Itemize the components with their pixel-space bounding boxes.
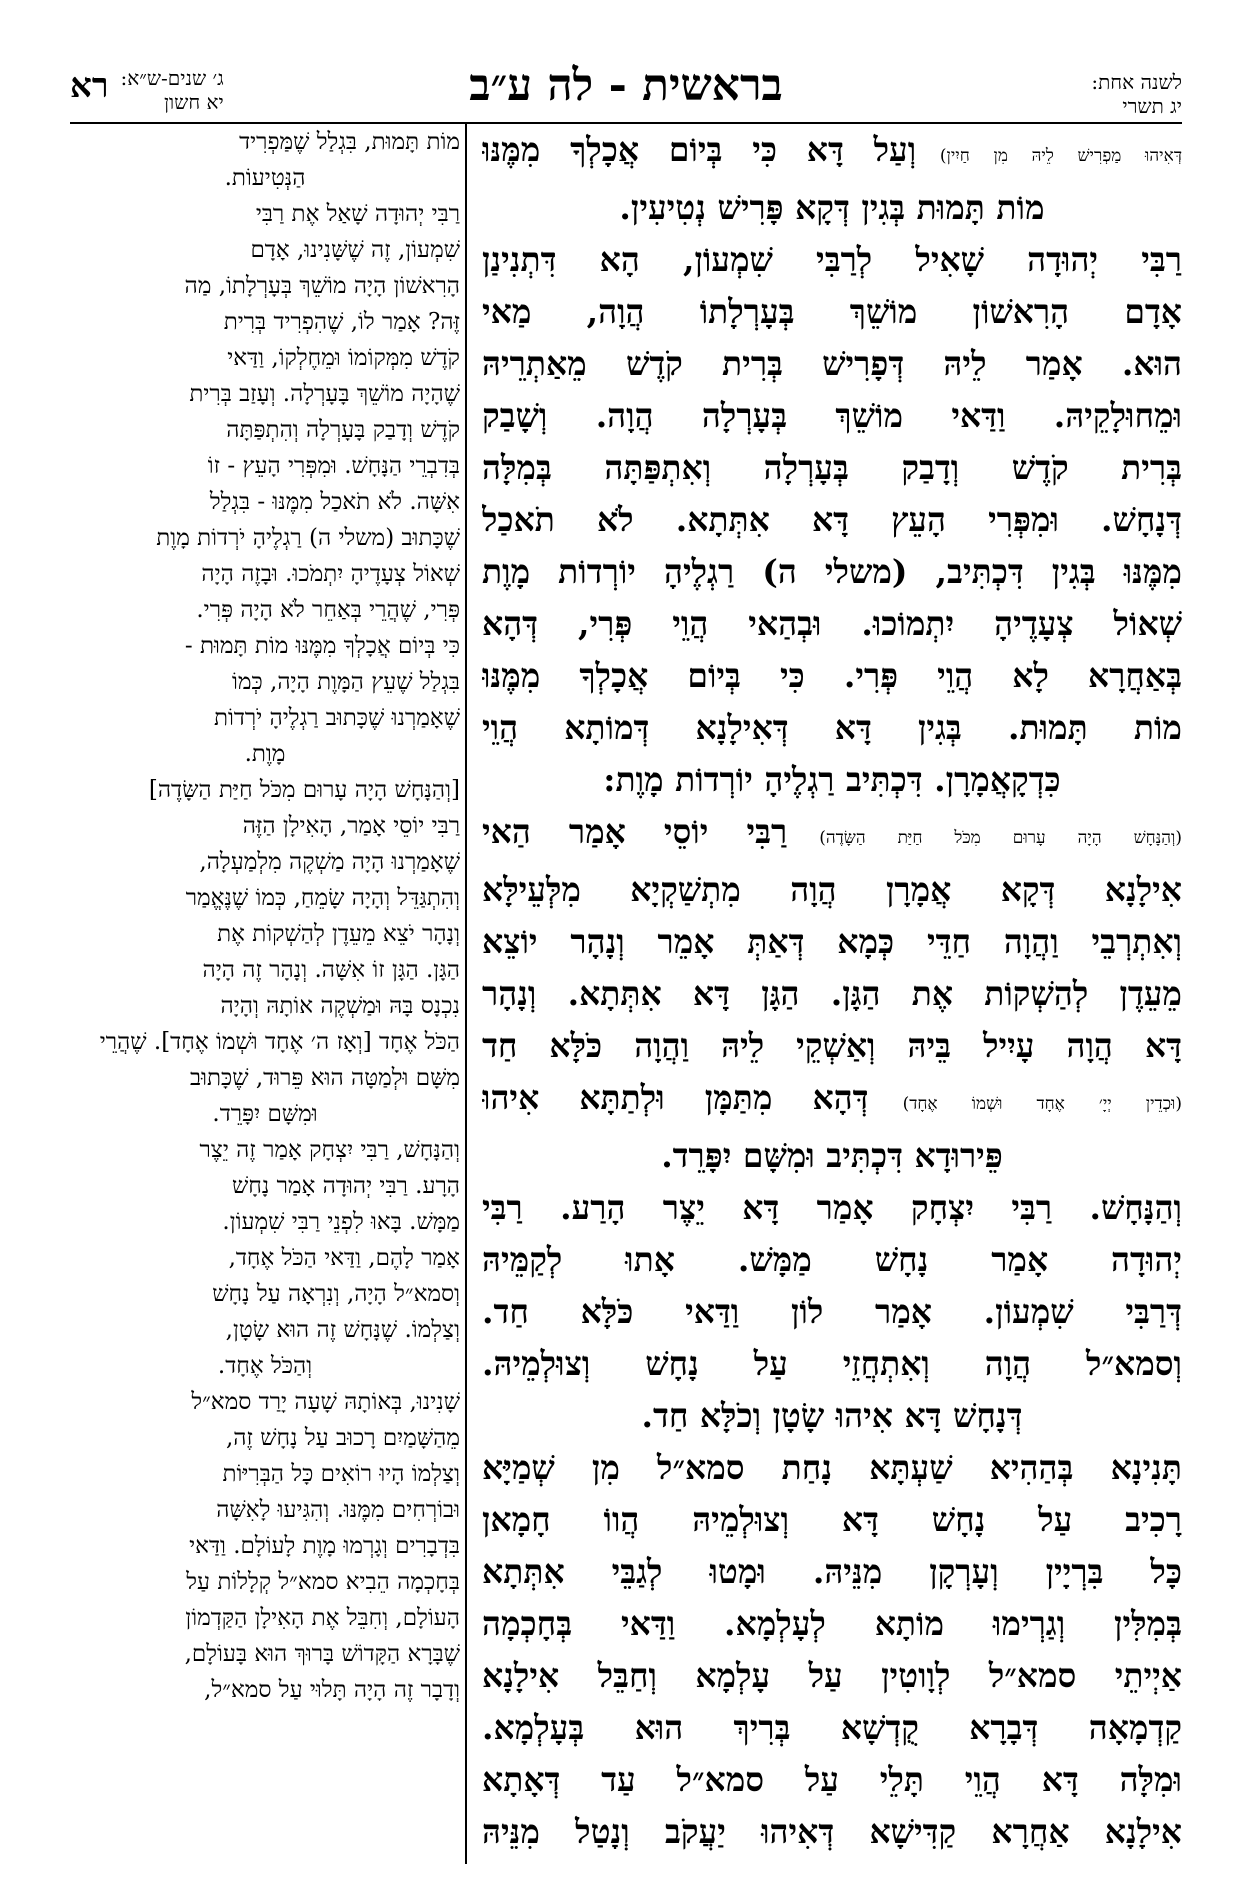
header-three-years-label: ג׳ שנים-ש״א: — [120, 66, 224, 90]
commentary-line: רַבִּי יְהוּדָה שָׁאַל אֶת רַבִּי — [255, 201, 460, 227]
commentary-line: שָׁנִינוּ, בְּאוֹתָהּ שָׁעָה יָרַד סמא״ל — [191, 1389, 460, 1415]
verse-reference: (וּכְדֵין יְיָ׳ אֶחָד וּשְׁמוֹ אֶחָד) — [868, 1094, 1182, 1114]
main-text-line — [482, 1546, 1182, 1598]
commentary-line: כִּי בְּיוֹם אֲכָלְךָ מִמֶּנּוּ מוֹת תָּמוּת - — [184, 633, 460, 659]
commentary-line: רַבִּי יוֹסֵי אָמַר, הָאִילָן הַזֶּה — [242, 813, 460, 839]
main-text-content: אַיְיתֵי סמא״ל לְוָוטִין עַל עָלְמָא וְחַבֵּל אִילָנָא — [482, 1656, 1182, 1695]
main-text-line — [482, 546, 1182, 598]
commentary-line: וְהִתְגַּדֵּל וְהָיָה שָׂמֵחַ, כְּמוֹ שֶׁנֶּאֱמַר — [185, 885, 460, 911]
main-text-content: וּמֵחוּלָקֵיהּ. וַדַּאי מוֹשֵׁךְ בְּעָרְלָה הֲוָה. וְשָׁבַק — [482, 396, 1182, 435]
commentary-line: הַכֹּל אֶחָד [וְאָז ה׳ אֶחָד וּשְׁמוֹ אֶחָד]. שֶׁהֲרֵי — [99, 1029, 460, 1055]
main-text-content: כָּל בִּרְיָין וְעָרְקָן מִנֵּיהּ. וּמָטוּ לְגַבֵּי אִתְּתָא — [482, 1552, 1182, 1591]
main-text-line — [482, 1650, 1182, 1702]
commentary-line: קֹדֶשׁ מִמְּקוֹמוֹ וּמֵחֶלְקוֹ, וַדַּאי — [227, 345, 460, 371]
main-text-line — [482, 234, 1182, 286]
main-text-line — [482, 1072, 1182, 1130]
header-one-year-date: יג תשרי — [1122, 94, 1182, 118]
main-text-content: רַבִּי יְהוּדָה שָׁאִיל לְרַבִּי שִׁמְעוֹן, הָא דִּתְנִינַן — [482, 240, 1182, 279]
main-text-content: הוּא. אָמַר לֵיהּ דְּפָרִישׁ בְּרִית קֹדֶשׁ מֵאַתְרֵיהּ — [482, 344, 1182, 383]
main-text-content: דְּרַבִּי שִׁמְעוֹן. אָמַר לוֹן וַדַּאי כֹּלָּא חַד. — [482, 1292, 1182, 1331]
main-text-content: רַבִּי יוֹסֵי אָמַר הַאי — [482, 812, 788, 851]
header-one-year-label: לשנה אחת: — [1091, 70, 1182, 94]
commentary-line: הָרָע. רַבִּי יְהוּדָה אָמַר נָחָשׁ — [231, 1173, 460, 1199]
main-text-line — [482, 1020, 1182, 1072]
main-text-line — [482, 1754, 1182, 1806]
main-text-content: דְּהָא מִתַּמָּן וּלְתַתָּא אִיהוּ — [482, 1078, 869, 1117]
page-header — [70, 40, 1182, 122]
main-text-content: וּמִלָּה דָּא הֲוֵי תָּלֵי עַל סמא״ל עַד דְּאָתָא — [482, 1760, 1182, 1799]
commentary-line: וּמִשָּׁם יִפָּרֵד. — [212, 1101, 318, 1127]
header-three-years-date: יא חשון — [163, 90, 224, 114]
commentary-line: וְהַכֹּל אֶחָד. — [217, 1353, 313, 1379]
commentary-line: הָרִאשׁוֹן הָיָה מוֹשֵׁךְ בְּעָרְלָתוֹ, מַה — [184, 273, 460, 299]
commentary-line: בְּחָכְמָה הֵבִיא סמא״ל קְלָלוֹת עַל — [186, 1569, 460, 1595]
main-text-content: קַדְמָאָה דְּבָרָא קֻדְשָׁא בְּרִיךְ הוּא בְּעָלְמָא. — [482, 1708, 1182, 1747]
main-text-line — [482, 754, 1182, 806]
main-text-content: אִילָנָא אַחֲרָא קַדִּישָׁא דְּאִיהוּ יַעֲקֹב וְנָטַל מִנֵּיהּ — [482, 1812, 1182, 1851]
main-text-content: בְּרִית קֹדֶשׁ וְדָבַק בְּעָרְלָה וְאִתְפַּתָּה בְּמִלָּה — [482, 448, 1182, 487]
main-text-content: דָּא הֲוָה עָיִיל בֵּיהּ וְאַשְׁקֵי לֵיהּ וַהֲוָה כֹּלָּא חַד — [482, 1026, 1182, 1065]
commentary-line: נִכְנָס בָּהּ וּמַשְׁקֶה אוֹתָהּ וְהָיָה — [220, 993, 460, 1019]
main-text-line — [482, 702, 1182, 754]
column-divider — [465, 124, 467, 1864]
main-text-content: מוֹת תָּמוּת בְּגִין דְּקָא פָּרִישׁ נְטִיעִין. — [619, 188, 1045, 227]
main-text-line — [482, 650, 1182, 702]
commentary-line: וְנָהָר יֹצֵא מֵעֵדֶן לְהַשְׁקוֹת אֶת — [217, 921, 460, 947]
main-text-content: דְּנָחָשׁ דָּא אִיהוּ שָׂטָן וְכֹלָּא חַד. — [641, 1396, 1023, 1435]
main-text-line — [482, 968, 1182, 1020]
commentary-line: שֶׁהָיָה מוֹשֵׁךְ בָּעָרְלָה. וְעָזַב בְּרִית — [189, 381, 460, 407]
main-text-content: פֵּירוּדָא דִּכְתִּיב וּמִשָּׁם יִפָּרֵד. — [661, 1136, 1003, 1175]
main-text-content: שְׁאוֹל צְעָדֶיהָ יִתְמוֹכוּ. וּבְהַאי הֲוֵי פְּרִי, דְּהָא — [482, 604, 1182, 643]
main-text-content: בְּמִלִּין וְגַרְימוּ מוֹתָא לְעָלְמָא. וַדַּאי בְּחָכְמָה — [482, 1604, 1182, 1643]
main-text-content: וְאִתְרְבֵי וַהֲוָה חַדֵּי כְּמָא דְּאַתְּ אָמֵר וְנָהָר יוֹצֵא — [482, 922, 1182, 961]
commentary-line: בִּדְבָרִים וְגָרְמוּ מָוֶת לָעוֹלָם. וַדַּאי — [189, 1533, 460, 1559]
main-text-line — [482, 1286, 1182, 1338]
commentary-line: הַנְּטִיעוֹת. — [224, 165, 306, 191]
commentary-line: מָוֶת. — [244, 741, 286, 767]
main-text-line — [482, 124, 1182, 182]
main-text-content: וְסמא״ל הֲוָה וְאִתְחֲזֵי עַל נָחָשׁ וְצוּלְמֵיהּ. — [482, 1344, 1182, 1383]
main-text-content: אִילָנָא דְּקָא אֲמָרָן הֲוָה מִתְשַׁקְיָא מִלְּעֵילָּא — [482, 870, 1182, 909]
main-text-line — [482, 806, 1182, 864]
commentary-line: שְׁאוֹל צְעָדֶיהָ יִתְמֹכוּ. וּבָזֶה הָיָה — [201, 561, 460, 587]
main-text-line — [482, 864, 1182, 916]
main-text-content: יְהוּדָה אָמַר נָחָשׁ מַמָּשׁ. אָתוּ לְקַמֵּיהּ — [482, 1240, 1182, 1279]
commentary-line: מִשָּׁם וּלְמַטָּה הוּא פֵּרוּד, שֶׁכָּתוּב — [190, 1065, 460, 1091]
commentary-line: אִשָּׁה. לֹא תֹאכַל מִמֶּנּוּ - בִּגְלַל — [209, 489, 460, 515]
main-text-content: תָּנִינָא בְּהַהִיא שַׁעְתָּא נָחַת סמא״ל מִן שְׁמַיָּא — [482, 1448, 1182, 1487]
main-text-content: מֵעֵדֶן לְהַשְׁקוֹת אֶת הַגָּן. הַגָּן דָּא אִתְּתָא. וְנָהָר — [482, 974, 1182, 1013]
main-text-line — [482, 1442, 1182, 1494]
main-text-line — [482, 1702, 1182, 1754]
commentary-line: וּבוֹרְחִים מִמֶּנּוּ. וְהִגִּיעוּ לָאִשָּׁה — [216, 1497, 460, 1523]
commentary-line: וְדָבָר זֶה הָיָה תָּלוּי עַל סמא״ל, — [204, 1677, 460, 1703]
main-text-line — [482, 338, 1182, 390]
commentary-line: שֶׁבָּרָא הַקָּדוֹשׁ בָּרוּךְ הוּא בָּעוֹלָם, — [184, 1641, 460, 1667]
main-text-content: מִמֶּנּוּ בְּגִין דִּכְתִּיב, (משלי ה) רַגְלֶיהָ יוֹרְדוֹת מָוֶת — [482, 552, 1182, 591]
commentary-line: בְּדִבְרֵי הַנָּחָשׁ. וּמִפְּרִי הָעֵץ - זוֹ — [207, 453, 460, 479]
main-text-content: וְעַל דָּא כִּי בְּיוֹם אֲכָלְךָ מִמֶּנּוּ — [482, 130, 917, 169]
main-text-content: אָדָם הָרִאשׁוֹן מוֹשֵׁךְ בְּעָרְלָתוֹ הֲוָה, מַאי — [482, 292, 1182, 331]
commentary-line: וְצַלְמוֹ. שֶׁנָּחָשׁ זֶה הוּא שָׂטָן, — [225, 1317, 460, 1343]
commentary-line: וְצַלְמוֹ הָיוּ רוֹאִים כָּל הַבְּרִיּוֹת — [222, 1461, 460, 1487]
main-text-line — [482, 1494, 1182, 1546]
main-text-content: רָכִיב עַל נָחָשׁ דָּא וְצוּלְמֵיהּ הֲווֹ חָמָאן — [482, 1500, 1182, 1539]
main-text-content: כִּדְקָאֲמָרָן. דִּכְתִּיב רַגְלֶיהָ יוֹרְדוֹת מָוֶת: — [603, 760, 1061, 799]
main-text-content: וְהַנָּחָשׁ. רַבִּי יִצְחָק אָמַר דָּא יֵצֶר הָרַע. רַבִּי — [482, 1188, 1182, 1227]
commentary-line: שִׁמְעוֹן, זֶה שֶׁשָּׁנִינוּ, אָדָם — [250, 237, 460, 263]
main-text-line — [482, 494, 1182, 546]
commentary-line: וְסמא״ל הָיָה, וְנִרְאָה עַל נָחָשׁ — [212, 1281, 460, 1307]
verse-reference: (וְהַנָּחָשׁ הָיָה עָרוּם מִכֹּל חַיַּת הַשָּׂדֶה) — [787, 828, 1182, 848]
main-text-line — [482, 1182, 1182, 1234]
main-text-content: דְּנָחָשׁ. וּמִפְּרִי הָעֵץ דָּא אִתְּתָא. לֹא תֹאכַל — [482, 500, 1182, 539]
header-schedule-three-years — [70, 66, 224, 114]
main-text-line — [482, 442, 1182, 494]
main-text-line — [482, 1390, 1182, 1442]
verse-reference: דְּאִיהוּ מַפְרִישׁ לֵיהּ מִן חַיִין) — [916, 146, 1182, 166]
commentary-line: בִּגְלַל שֶׁעֵץ הַמָּוֶת הָיָה, כְּמוֹ — [231, 669, 460, 695]
commentary-line: שֶׁאָמַרְנוּ הָיָה מַשְׁקֶה מִלְמַעְלָה, — [199, 849, 460, 875]
main-text-line — [482, 390, 1182, 442]
main-text-line — [482, 1130, 1182, 1182]
commentary-line: זֶּה? אָמַר לוֹ, שֶׁהִפְרִיד בְּרִית — [223, 309, 460, 335]
main-text-content: מוֹת תָּמוּת. בְּגִין דָּא דְּאִילָנָא דְּמוֹתָא הֲוֵי — [482, 708, 1182, 747]
page-folio-number: רא — [70, 66, 109, 106]
commentary-line: אָמַר לָהֶם, וַדַּאי הַכֹּל אֶחָד, — [228, 1245, 460, 1271]
main-text-line — [482, 1338, 1182, 1390]
commentary-line: פְּרִי, שֶׁהֲרֵי בְּאַחֵר לֹא הָיָה פְּרִי. — [196, 597, 460, 623]
main-text-line — [482, 1234, 1182, 1286]
commentary-line: הַגָּן. הַגָּן זוֹ אִשָּׁה. וְנָהָר זֶה הָיָה — [202, 957, 460, 983]
main-text-content: בְּאַחֲרָא לָא הֲוֵי פְּרִי. כִּי בְּיוֹם אֲכָלְךָ מִמֶּנּוּ — [482, 656, 1182, 695]
commentary-line: שֶׁאָמַרְנוּ שֶׁכָּתוּב רַגְלֶיהָ יֹרְדוֹת — [213, 705, 460, 731]
page-title: בראשית - לה ע״ב — [469, 60, 783, 111]
commentary-line: וְהַנָּחָשׁ, רַבִּי יִצְחָק אָמַר זֶה יֵצֶר — [199, 1137, 460, 1163]
main-text-line — [482, 916, 1182, 968]
main-text-column — [482, 124, 1182, 1864]
main-text-line — [482, 182, 1182, 234]
commentary-line: מוֹת תָּמוּת, בִּגְלַל שֶׁמַּפְרִיד — [239, 129, 460, 155]
main-text-line — [482, 598, 1182, 650]
main-text-line — [482, 1598, 1182, 1650]
commentary-line: [וְהַנָּחָשׁ הָיָה עָרוּם מִכֹּל חַיַּת הַשָּׂדֶה] — [148, 777, 460, 803]
main-text-line — [482, 286, 1182, 338]
commentary-line: הָעוֹלָם, וְחִבֵּל אֶת הָאִילָן הַקַּדְמוֹן — [185, 1605, 460, 1631]
commentary-line: שֶׁכָּתוּב (משלי ה) רַגְלֶיהָ יֹרְדוֹת מָוֶת — [156, 525, 460, 551]
commentary-line: מֵהַשָּׁמַיִם רָכוּב עַל נָחָשׁ זֶה, — [225, 1425, 460, 1451]
main-text-line — [482, 1806, 1182, 1858]
commentary-line: קֹדֶשׁ וְדָבַק בָּעָרְלָה וְהִתְפַּתָּה — [226, 417, 460, 443]
commentary-line: מַמָּשׁ. בָּאוּ לִפְנֵי רַבִּי שִׁמְעוֹן. — [222, 1209, 460, 1235]
commentary-column — [70, 124, 460, 1864]
